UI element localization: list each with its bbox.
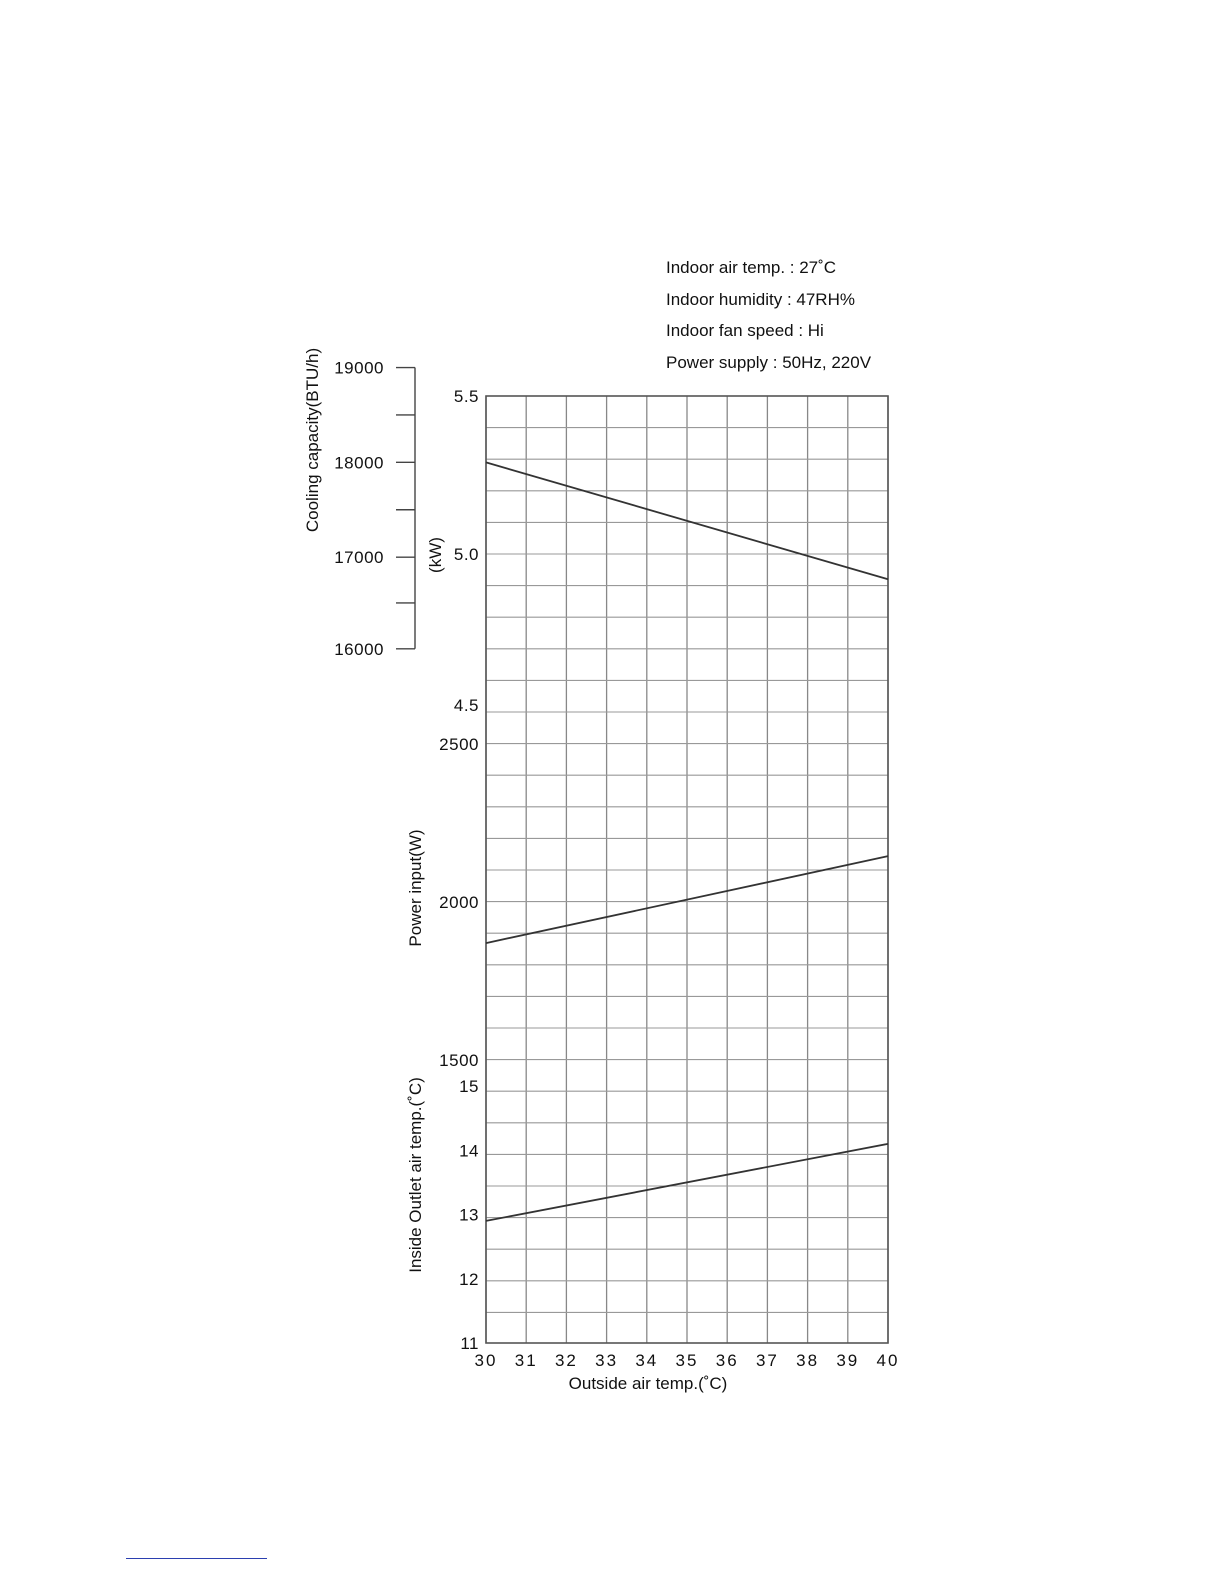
y-tick-label: 5.0: [453, 545, 479, 564]
x-tick-label: 35: [675, 1351, 699, 1370]
y-tick-label: 13: [459, 1205, 479, 1225]
btu-tick-label: 17000: [334, 548, 384, 568]
y-tick-label: 11: [460, 1334, 479, 1353]
axes: [396, 368, 888, 1343]
x-axis-label: Outside air temp.(˚C): [568, 1374, 728, 1393]
footer-rule: [126, 1558, 267, 1559]
condition-indoor-humidity: Indoor humidity : 47RH%: [666, 289, 855, 309]
x-tick-label: 40: [876, 1351, 900, 1370]
y-tick-label: 14: [459, 1141, 479, 1161]
y-tick-label: 12: [459, 1269, 479, 1289]
y-tick-label: 15: [459, 1077, 479, 1096]
btu-tick-label: 18000: [334, 453, 384, 473]
btu-tick-label: 19000: [334, 358, 384, 378]
y-tick-label: 4.5: [453, 696, 479, 715]
x-tick-label: 33: [595, 1351, 619, 1370]
y-axis-label: Inside Outlet air temp.(˚C): [406, 1077, 425, 1273]
y-tick-label: 1500: [439, 1051, 479, 1070]
y-tick-label: 2000: [439, 893, 479, 912]
x-tick-label: 38: [796, 1351, 820, 1370]
y-tick-label: 2500: [439, 735, 479, 754]
btu-tick-label: 16000: [334, 639, 384, 659]
y-axis-label: Power input(W): [406, 829, 425, 947]
x-tick-label: 34: [635, 1351, 659, 1370]
x-tick-label: 36: [715, 1351, 739, 1370]
condition-power-supply: Power supply : 50Hz, 220V: [666, 352, 872, 372]
x-tick-label: 32: [554, 1351, 578, 1370]
condition-indoor-fan-speed: Indoor fan speed : Hi: [666, 321, 824, 340]
y-tick-label: 5.5: [453, 387, 479, 406]
x-tick-label: 31: [514, 1351, 538, 1370]
x-tick-label: 37: [755, 1351, 779, 1370]
condition-indoor-air-temp: Indoor air temp. : 27˚C: [666, 258, 837, 277]
x-tick-label: 39: [836, 1351, 860, 1370]
y-axis-label: (kW): [426, 537, 445, 573]
btu-axis-label: Cooling capacity(BTU/h): [303, 347, 322, 533]
x-tick-label: 30: [474, 1351, 498, 1370]
